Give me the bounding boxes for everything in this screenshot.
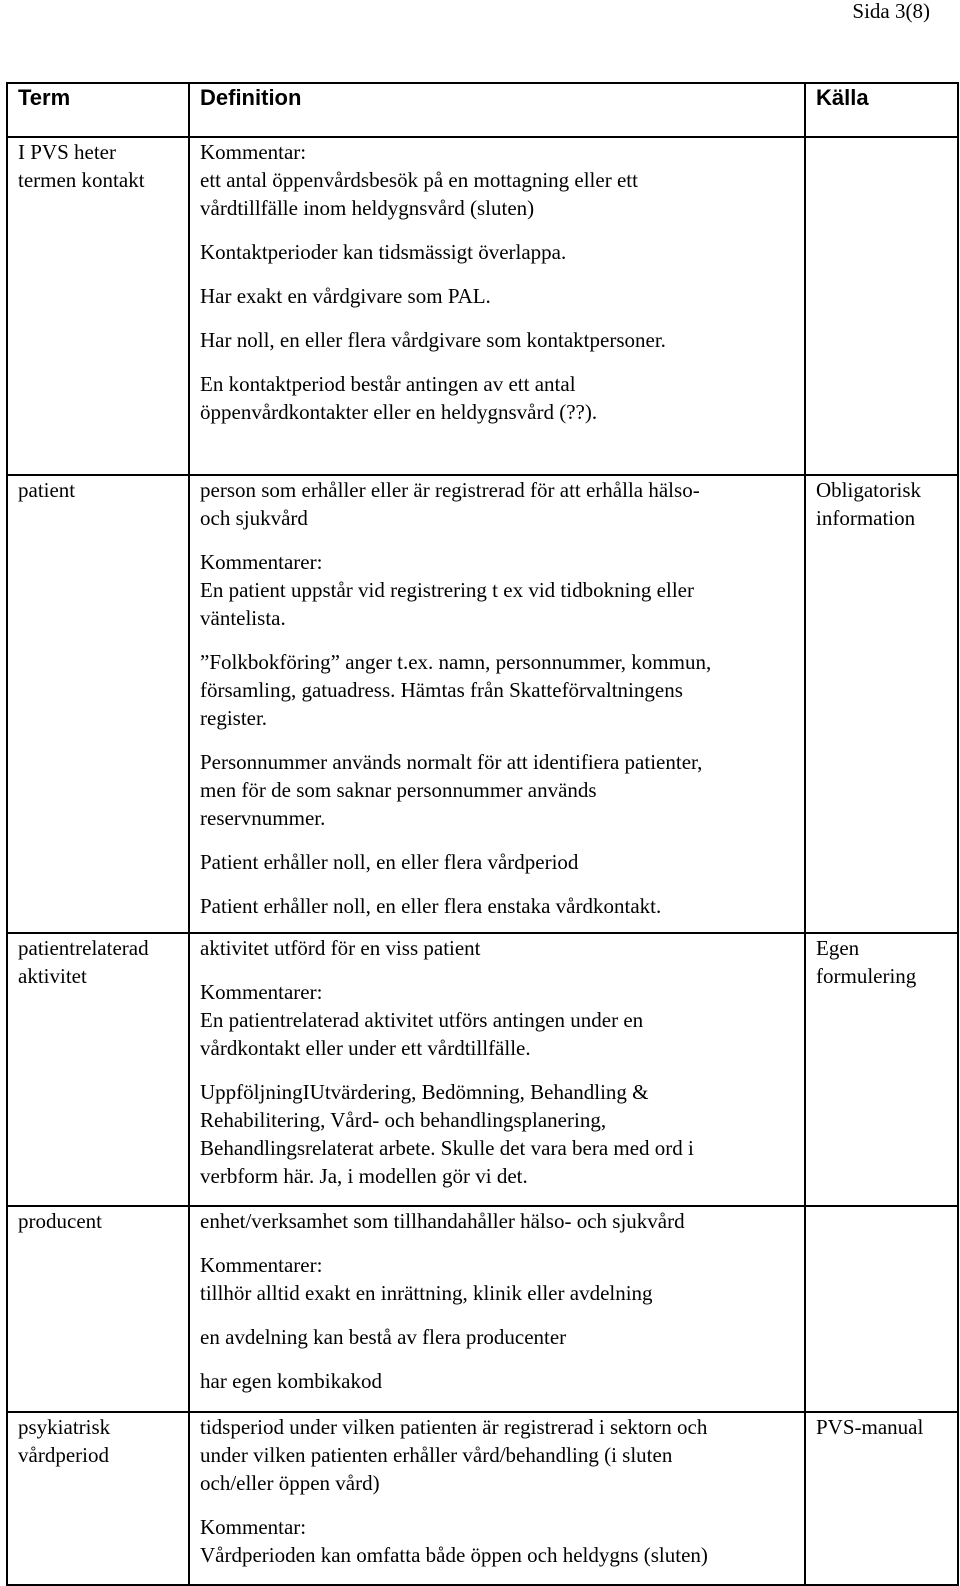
definition-line: men för de som saknar personnummer används	[200, 778, 597, 802]
definition-paragraph	[200, 1513, 804, 1569]
definition-line: Kontaktperioder kan tidsmässigt överlappa.	[200, 240, 567, 264]
definition-paragraph	[200, 748, 804, 832]
definition-line: och/eller öppen vård)	[200, 1471, 380, 1495]
definition-cell	[189, 1412, 805, 1585]
term-cell	[7, 1206, 189, 1412]
definition-line: och sjukvård	[200, 506, 308, 530]
definition-line: person som erhåller eller är registrerad för att erhålla hälso-	[200, 478, 700, 502]
definition-line: Kommentarer:	[200, 1253, 323, 1277]
definition-line: Personnummer används normalt för att identifiera patienter,	[200, 750, 703, 774]
definition-cell	[189, 933, 805, 1206]
table-row	[7, 475, 958, 933]
definition-line: register.	[200, 706, 268, 730]
definition-paragraph	[200, 892, 804, 920]
term-line: psykiatrisk	[18, 1415, 111, 1439]
definition-line: Kommentarer:	[200, 980, 323, 1004]
table-row	[7, 933, 958, 1206]
definition-paragraph	[200, 1207, 804, 1235]
definition-line: aktivitet utförd för en viss patient	[200, 936, 481, 960]
term-line: patientrelaterad	[18, 936, 149, 960]
definition-line: Kommentar:	[200, 1515, 307, 1539]
term-line: producent	[18, 1209, 102, 1233]
term-line: aktivitet	[18, 964, 87, 988]
term-line: termen kontakt	[18, 168, 145, 192]
definition-line: öppenvårdkontakter eller en heldygnsvård (??).	[200, 400, 598, 424]
source-line: Obligatorisk	[816, 478, 921, 502]
definition-line: en avdelning kan bestå av flera producenter	[200, 1325, 567, 1349]
definition-line: Patient erhåller noll, en eller flera enstaka vårdkontakt.	[200, 894, 662, 918]
definition-line: UppföljningIUtvärdering, Bedömning, Behandling &	[200, 1080, 649, 1104]
definition-cell	[189, 475, 805, 933]
term-line: I PVS heter	[18, 140, 116, 164]
definition-paragraph	[200, 282, 804, 310]
definition-line: Kommentarer:	[200, 550, 323, 574]
term-cell	[7, 137, 189, 475]
source-line: information	[816, 506, 916, 530]
definition-paragraph	[200, 848, 804, 876]
definition-line: En patient uppstår vid registrering t ex vid tidbokning eller	[200, 578, 694, 602]
definition-line: vårdkontakt eller under ett vårdtillfälle.	[200, 1036, 531, 1060]
definition-line: ”Folkbokföring” anger t.ex. namn, personnummer, kommun,	[200, 650, 712, 674]
source-cell	[805, 933, 958, 1206]
source-cell	[805, 1206, 958, 1412]
definition-paragraph	[200, 1323, 804, 1351]
definition-line: under vilken patienten erhåller vård/behandling (i sluten	[200, 1443, 673, 1467]
definition-paragraph	[200, 548, 804, 632]
definition-line: reservnummer.	[200, 806, 326, 830]
definition-paragraph	[200, 326, 804, 354]
definition-line: tillhör alltid exakt en inrättning, klinik eller avdelning	[200, 1281, 653, 1305]
definition-line: En patientrelaterad aktivitet utförs antingen under en	[200, 1008, 644, 1032]
definition-paragraph	[200, 1078, 804, 1190]
definition-paragraph	[200, 1251, 804, 1307]
source-cell	[805, 1412, 958, 1585]
definition-paragraph	[200, 138, 804, 222]
table-row	[7, 1206, 958, 1412]
table-header-row	[7, 83, 958, 137]
definition-line: En kontaktperiod består antingen av ett antal	[200, 372, 576, 396]
definition-paragraph	[200, 1413, 804, 1497]
definition-line: Patient erhåller noll, en eller flera vårdperiod	[200, 850, 579, 874]
term-cell	[7, 1412, 189, 1585]
table-row	[7, 137, 958, 475]
header-definition: Definition	[189, 83, 805, 137]
definition-paragraph	[200, 370, 804, 426]
definition-line: verbform här. Ja, i modellen gör vi det.	[200, 1164, 528, 1188]
table-body	[7, 137, 958, 1585]
definition-paragraph	[200, 648, 804, 732]
definition-line: Har noll, en eller flera vårdgivare som kontaktpersoner.	[200, 328, 666, 352]
term-cell	[7, 475, 189, 933]
definition-paragraph	[200, 978, 804, 1062]
table-row	[7, 1412, 958, 1585]
header-source: Källa	[805, 83, 958, 137]
source-line: PVS-manual	[816, 1415, 924, 1439]
definition-line: har egen kombikakod	[200, 1369, 382, 1393]
definition-paragraph	[200, 934, 804, 962]
term-line: patient	[18, 478, 76, 502]
terms-table	[6, 82, 959, 1586]
definition-line: församling, gatuadress. Hämtas från Skatteförvaltningens	[200, 678, 683, 702]
source-cell	[805, 475, 958, 933]
source-line: formulering	[816, 964, 917, 988]
term-cell	[7, 933, 189, 1206]
definition-line: Rehabilitering, Vård- och behandlingsplanering,	[200, 1108, 607, 1132]
source-line: Egen	[816, 936, 860, 960]
definition-paragraph	[200, 476, 804, 532]
definition-line: väntelista.	[200, 606, 286, 630]
definition-line: tidsperiod under vilken patienten är registrerad i sektorn och	[200, 1415, 708, 1439]
definition-cell	[189, 137, 805, 475]
definition-line: Behandlingsrelaterat arbete. Skulle det vara bera med ord i	[200, 1136, 694, 1160]
definition-paragraph	[200, 1367, 804, 1395]
page-number: Sida 3(8)	[852, 0, 930, 23]
definition-line: enhet/verksamhet som tillhandahåller hälso- och sjukvård	[200, 1209, 685, 1233]
definition-cell	[189, 1206, 805, 1412]
definition-line: ett antal öppenvårdsbesök på en mottagning eller ett	[200, 168, 638, 192]
source-cell	[805, 137, 958, 475]
definition-line: Kommentar:	[200, 140, 307, 164]
term-line: vårdperiod	[18, 1443, 109, 1467]
definition-line: Har exakt en vårdgivare som PAL.	[200, 284, 491, 308]
definition-paragraph	[200, 238, 804, 266]
definition-line: Vårdperioden kan omfatta både öppen och heldygns (sluten)	[200, 1543, 708, 1567]
header-term: Term	[7, 83, 189, 137]
definition-line: vårdtillfälle inom heldygnsvård (sluten)	[200, 196, 535, 220]
